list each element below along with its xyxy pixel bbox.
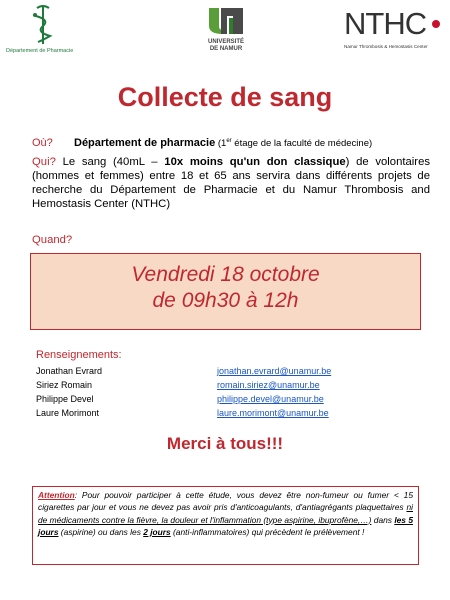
contact-email-link[interactable]: philippe.devel@unamur.be: [217, 394, 324, 404]
unamur-logo-icon: [205, 4, 247, 38]
contact-name: Laure Morimont: [36, 408, 100, 418]
info-label: Renseignements:: [36, 349, 122, 361]
contact-name: Siriez Romain: [36, 380, 93, 390]
contact-email-link[interactable]: jonathan.evrard@unamur.be: [217, 366, 332, 376]
dept-pharmacie-logo: [6, 4, 86, 60]
univ-caption-1: UNIVERSITÉ: [207, 39, 244, 45]
date-line: Vendredi 18 octobre: [131, 263, 320, 286]
contact-email-link[interactable]: romain.siriez@unamur.be: [217, 380, 320, 390]
contact-row: [36, 364, 366, 378]
contact-list: [36, 364, 366, 420]
unamur-logo: [198, 4, 254, 60]
contact-row: [36, 406, 366, 420]
where-detail: (1er étage de la faculté de médecine): [215, 137, 373, 149]
where-label: Où?: [32, 137, 53, 149]
nthc-logo: [344, 6, 448, 56]
attention-box: Attention: Pour pouvoir participer à cette étude, vous devez être non-fumeur ou fumer < 15 cigarettes par jour et vous ne devez pas avoir pris d'anticoagulants, d'antiagrégants plaquettaires ni de médicaments contre la fièvre, la douleur et l'inflammation (type aspirine, ibuprofène,…) dans les 5 jours (aspirine) ou dans les 2 jours (anti-inflammatoires) qui précèdent le prélèvement !: [32, 486, 419, 565]
where-row: [32, 137, 372, 149]
contact-name: Philippe Devel: [36, 394, 94, 404]
when-label: Quand?: [32, 234, 73, 246]
where-place: Département de pharmacie: [74, 137, 216, 149]
who-label: Qui?: [32, 156, 56, 168]
page-title: Collecte de sang: [117, 82, 333, 112]
dept-logo-caption: Département de Pharmacie: [6, 48, 74, 54]
date-box: [30, 253, 421, 330]
who-highlight: 10x moins qu'un don classique: [164, 156, 346, 168]
contact-row: [36, 392, 366, 406]
time-line: de 09h30 à 12h: [152, 289, 299, 312]
nthc-caption: Namur Thrombosis & Hemostasis Center: [344, 44, 428, 49]
contact-row: [36, 378, 366, 392]
contact-name: Jonathan Evrard: [36, 366, 103, 376]
contact-email-link[interactable]: laure.morimont@unamur.be: [217, 408, 329, 418]
who-paragraph: Qui? Le sang (40mL – 10x moins qu'un don classique) de volontaires (hommes et femmes) entre 18 et 65 ans servira dans différents projets de recherche du Département de Pharmacie et du Namur Thrombosis and Hemostasis Center (NTHC): [32, 156, 430, 210]
univ-caption-2: DE NAMUR: [209, 46, 243, 52]
thanks-heading: Merci à tous!!!: [166, 434, 284, 453]
nthc-dot-icon: [432, 20, 440, 28]
caduceus-icon: [28, 4, 58, 46]
nthc-mark: NTHC: [344, 6, 427, 41]
attention-label: Attention: [38, 490, 75, 500]
